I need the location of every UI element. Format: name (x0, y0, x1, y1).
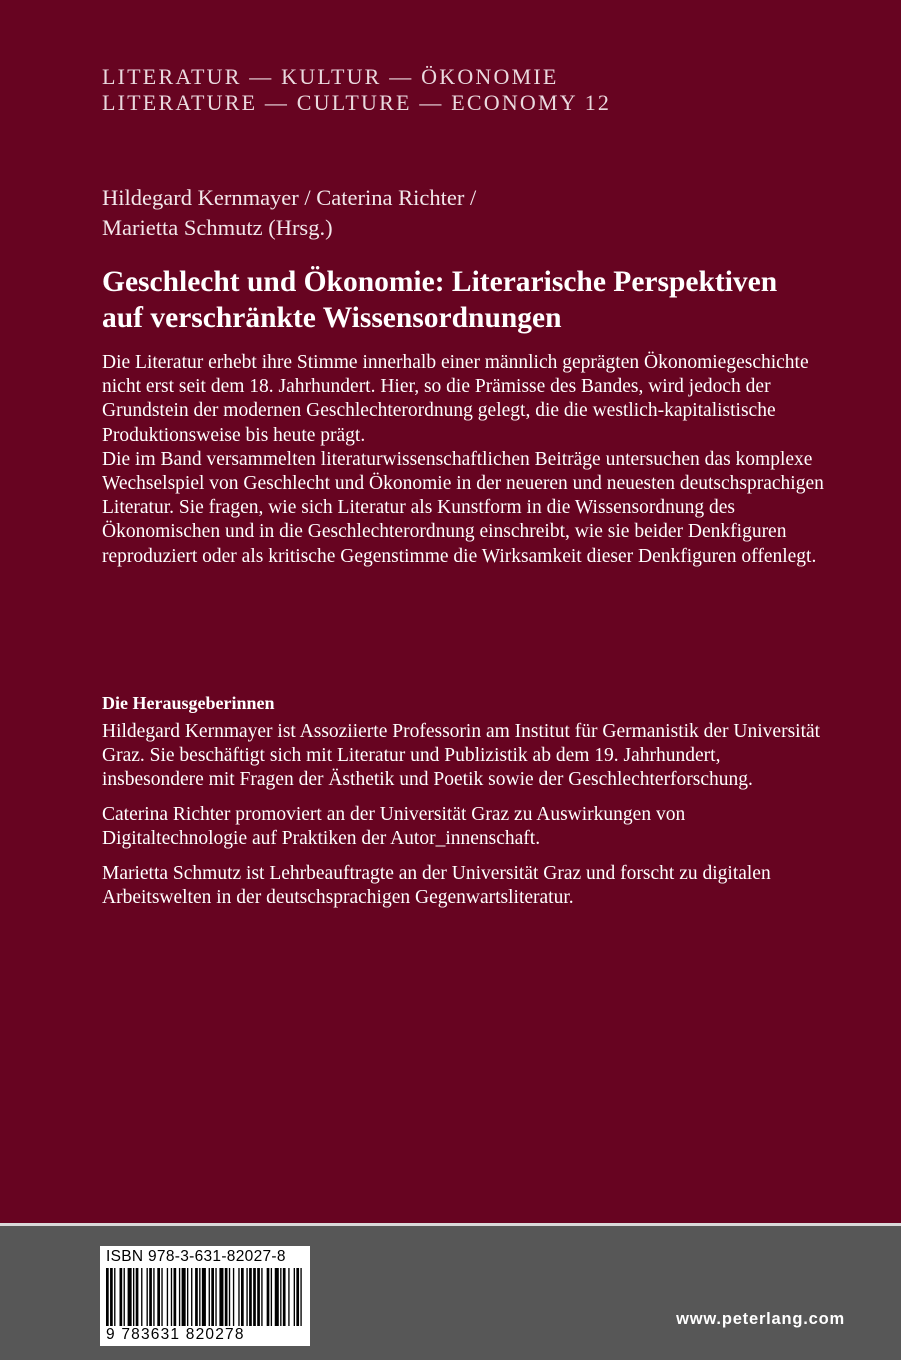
barcode-bar (195, 1268, 198, 1326)
barcode-bar (296, 1268, 299, 1326)
barcode-bar (182, 1268, 186, 1326)
barcode-bar (271, 1268, 272, 1326)
barcode-bar (215, 1268, 216, 1326)
book-title (102, 264, 862, 336)
barcode-bar (149, 1268, 152, 1326)
editor-bios (102, 720, 822, 921)
bio-schmutz: Marietta Schmutz ist Lehrbeauftragte an der Universität Graz und forscht zu digitalen Arbeitswelten in der deutschsprachigen Gegenwartsliteratur. (102, 863, 771, 908)
barcode-bar (267, 1268, 270, 1326)
barcode-bar (199, 1268, 200, 1326)
barcode-bar (257, 1268, 260, 1326)
barcode-bar (219, 1268, 223, 1326)
barcode-bar (153, 1268, 154, 1326)
barcode-bar (249, 1268, 252, 1326)
barcode-bar (294, 1268, 295, 1326)
barcode-bar (225, 1268, 228, 1326)
barcode-bar (246, 1268, 247, 1326)
barcode-bar (120, 1268, 123, 1326)
editors-line-1: Hildegard Kernmayer / Caterina Richter / (102, 185, 477, 210)
barcode-bar (261, 1268, 262, 1326)
barcode-bar (209, 1268, 210, 1326)
barcode-bar (179, 1268, 180, 1326)
book-title-line-2: auf verschränkte Wissensordnungen (102, 302, 562, 334)
barcode-bar (253, 1268, 256, 1326)
barcode-bar (161, 1268, 162, 1326)
series-line-german: LITERATUR — KULTUR — ÖKONOMIE (102, 64, 559, 89)
barcode-bar (202, 1268, 206, 1326)
barcode-bar (238, 1268, 239, 1326)
blurb (102, 351, 832, 569)
blurb-paragraph-1: Die Literatur erhebt ihre Stimme innerhalb einer männlich geprägten Ökonomiegeschichte nicht erst seit dem 18. Jahrhundert. Hier, so die Prämisse des Bandes, wird jedoch der Grundstein der modernen Geschlechterordnung gelegt, die die westlich-kapitalistische Produktionsweise bis heute prägt. (102, 352, 809, 446)
isbn-label: ISBN 978-3-631-82027-8 (106, 1248, 286, 1265)
barcode-bar (128, 1268, 132, 1326)
blurb-paragraph-2: Die im Band versammelten literaturwissenschaftlichen Beiträge untersuchen das komplexe Wechselspiel von Geschlecht und Ökonomie in der neueren und neuesten deutschsprachigen Literatur. Sie fragen, wie sich Literatur als Kunstform in die Wissensordnung des Ökonomischen und in die Geschlechterordnung einschreibt, wie sie beider Denkfiguren reproduziert oder als kritische Gegenstimme die Wirksamkeit dieser Denkfiguren offenlegt. (102, 448, 824, 567)
barcode-bar (147, 1268, 148, 1326)
barcode-bars (106, 1268, 304, 1326)
barcode-bar (283, 1268, 286, 1326)
barcode-bar (300, 1268, 301, 1326)
barcode-bar (141, 1268, 142, 1326)
barcode-bar (211, 1268, 214, 1326)
barcode-bar (174, 1268, 177, 1326)
barcode-bar (157, 1268, 160, 1326)
barcode-bar (229, 1268, 230, 1326)
barcode-bar (233, 1268, 234, 1326)
barcode-digits: 9 783631 820278 (106, 1326, 245, 1343)
series-title (102, 64, 611, 116)
publisher-url: www.peterlang.com (676, 1310, 845, 1328)
editors (102, 183, 476, 243)
isbn-barcode (100, 1246, 310, 1346)
barcode-bar (288, 1268, 289, 1326)
bio-richter: Caterina Richter promoviert an der Universität Graz zu Auswirkungen von Digitaltechnologie auf Praktiken der Autor_innenschaft. (102, 804, 686, 849)
barcode-bar (133, 1268, 134, 1326)
barcode-bar (124, 1268, 125, 1326)
bio-kernmayer: Hildegard Kernmayer ist Assoziierte Professorin am Institut für Germanistik der Universität Graz. Sie beschäftigt sich mit Literatur und Publizistik ab dem 19. Jahrhundert, insbesondere mit Fragen der Ästhetik und Poetik sowie der Geschlechterforschung. (102, 721, 821, 790)
series-line-english: LITERATURE — CULTURE — ECONOMY 12 (102, 90, 612, 115)
barcode-bar (280, 1268, 281, 1326)
barcode-bar (241, 1268, 244, 1326)
editors-line-2: Marietta Schmutz (Hrsg.) (102, 215, 333, 240)
barcode-bar (136, 1268, 139, 1326)
barcode-bar (275, 1268, 279, 1326)
barcode-bar (187, 1268, 188, 1326)
barcode-bar (191, 1268, 192, 1326)
barcode-bar (106, 1268, 109, 1326)
editors-heading: Die Herausgeberinnen (102, 693, 275, 713)
barcode-bar (167, 1268, 168, 1326)
book-title-line-1: Geschlecht und Ökonomie: Literarische Perspektiven (102, 266, 778, 298)
barcode-bar (171, 1268, 172, 1326)
barcode-bar (114, 1268, 115, 1326)
barcode-bar (110, 1268, 113, 1326)
